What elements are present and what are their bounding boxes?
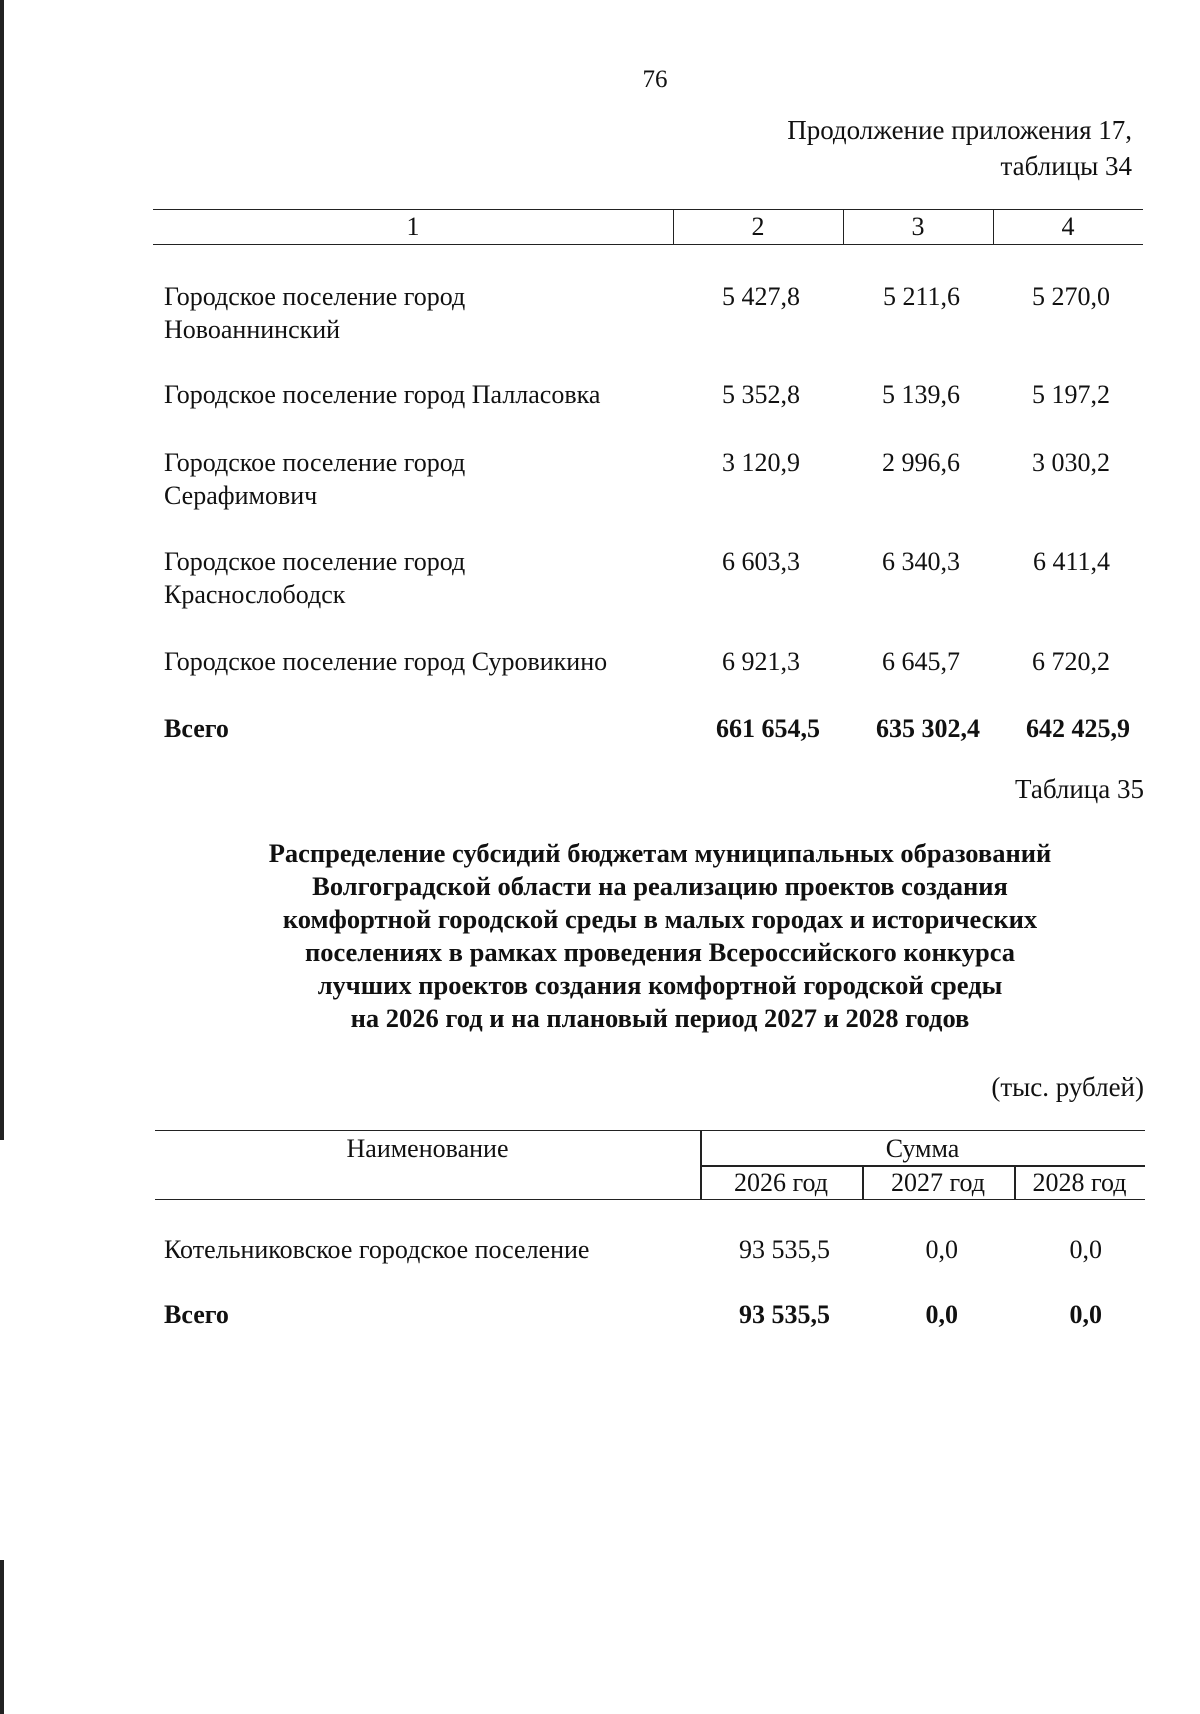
total-2028: 642 425,9 xyxy=(1026,714,1130,743)
row-name-line-1: Городское поселение город xyxy=(164,547,466,576)
header-name: Наименование xyxy=(346,1134,509,1163)
scan-edge-upper xyxy=(0,0,4,1140)
value-2026: 3 120,9 xyxy=(722,448,800,477)
total-2026: 93 535,5 xyxy=(739,1300,830,1329)
row-name xyxy=(164,545,684,611)
table34-col-1: 1 xyxy=(406,212,420,241)
header-sum: Сумма xyxy=(885,1134,960,1163)
total-2026: 661 654,5 xyxy=(716,714,820,743)
title-line: на 2026 год и на плановый период 2027 и 2028 годов xyxy=(350,1003,970,1033)
value-2027: 2 996,6 xyxy=(882,448,960,477)
value-2027: 6 645,7 xyxy=(882,647,960,676)
value-2026: 5 427,8 xyxy=(722,282,800,311)
title-line: Распределение субсидий бюджетам муниципальных образований xyxy=(268,838,1052,868)
value-2026: 6 603,3 xyxy=(722,547,800,576)
total-label: Всего xyxy=(164,714,229,743)
row-name-line-2: Серафимович xyxy=(164,481,318,510)
row-name xyxy=(164,645,684,678)
value-2026: 6 921,3 xyxy=(722,647,800,676)
value-2027: 5 139,6 xyxy=(882,380,960,409)
row-name xyxy=(164,280,684,346)
table35-title xyxy=(160,837,1160,1035)
table35-header xyxy=(155,1130,1145,1200)
row-name: Котельниковское городское поселение xyxy=(164,1235,590,1264)
value-2028: 3 030,2 xyxy=(1032,448,1110,477)
title-line: лучших проектов создания комфортной городской среды xyxy=(317,970,1003,1000)
row-name-line-2: Новоаннинский xyxy=(164,315,341,344)
value-2027: 0,0 xyxy=(925,1235,958,1264)
units-note: (тыс. рублей) xyxy=(991,1072,1144,1102)
total-2027: 635 302,4 xyxy=(876,714,980,743)
row-name-line-1: Городское поселение город xyxy=(164,282,466,311)
title-line: Волгоградской области на реализацию проектов создания xyxy=(312,871,1008,901)
value-2026: 5 352,8 xyxy=(722,380,800,409)
header-year-2026: 2026 год xyxy=(734,1168,828,1197)
page-number: 76 xyxy=(642,66,668,93)
total-2028: 0,0 xyxy=(1069,1300,1102,1329)
value-2027: 5 211,6 xyxy=(882,282,960,311)
table34-col-3: 3 xyxy=(911,212,925,241)
table34-col-2: 2 xyxy=(751,212,765,241)
row-name-line-1: Городское поселение город xyxy=(164,448,466,477)
continuation-note xyxy=(787,112,1132,184)
value-2027: 6 340,3 xyxy=(882,547,960,576)
title-line: комфортной городской среды в малых городах и исторических xyxy=(282,904,1038,934)
continuation-line-2: таблицы 34 xyxy=(1000,151,1132,181)
scan-edge-lower xyxy=(0,1560,4,1714)
value-2028: 6 411,4 xyxy=(1032,547,1110,576)
table35-label: Таблица 35 xyxy=(1015,774,1144,804)
value-2028: 5 197,2 xyxy=(1032,380,1110,409)
value-2028: 5 270,0 xyxy=(1032,282,1110,311)
value-2028: 0,0 xyxy=(1069,1235,1102,1264)
total-label: Всего xyxy=(164,1300,229,1329)
header-year-2028: 2028 год xyxy=(1032,1168,1127,1197)
row-name xyxy=(164,378,684,411)
row-name xyxy=(164,446,684,512)
total-2027: 0,0 xyxy=(925,1300,958,1329)
row-name-line-2: Краснослободск xyxy=(164,580,346,609)
value-2026: 93 535,5 xyxy=(739,1235,830,1264)
table34-col-4: 4 xyxy=(1061,212,1075,241)
header-year-2027: 2027 год xyxy=(891,1168,985,1197)
value-2028: 6 720,2 xyxy=(1032,647,1110,676)
row-name-line-1: Городское поселение город Суровикино xyxy=(164,647,608,676)
table34-header xyxy=(153,209,1143,245)
title-line: поселениях в рамках проведения Всероссийского конкурса xyxy=(304,937,1016,967)
continuation-line-1: Продолжение приложения 17, xyxy=(787,115,1132,145)
row-name-line-1: Городское поселение город Палласовка xyxy=(164,380,601,409)
